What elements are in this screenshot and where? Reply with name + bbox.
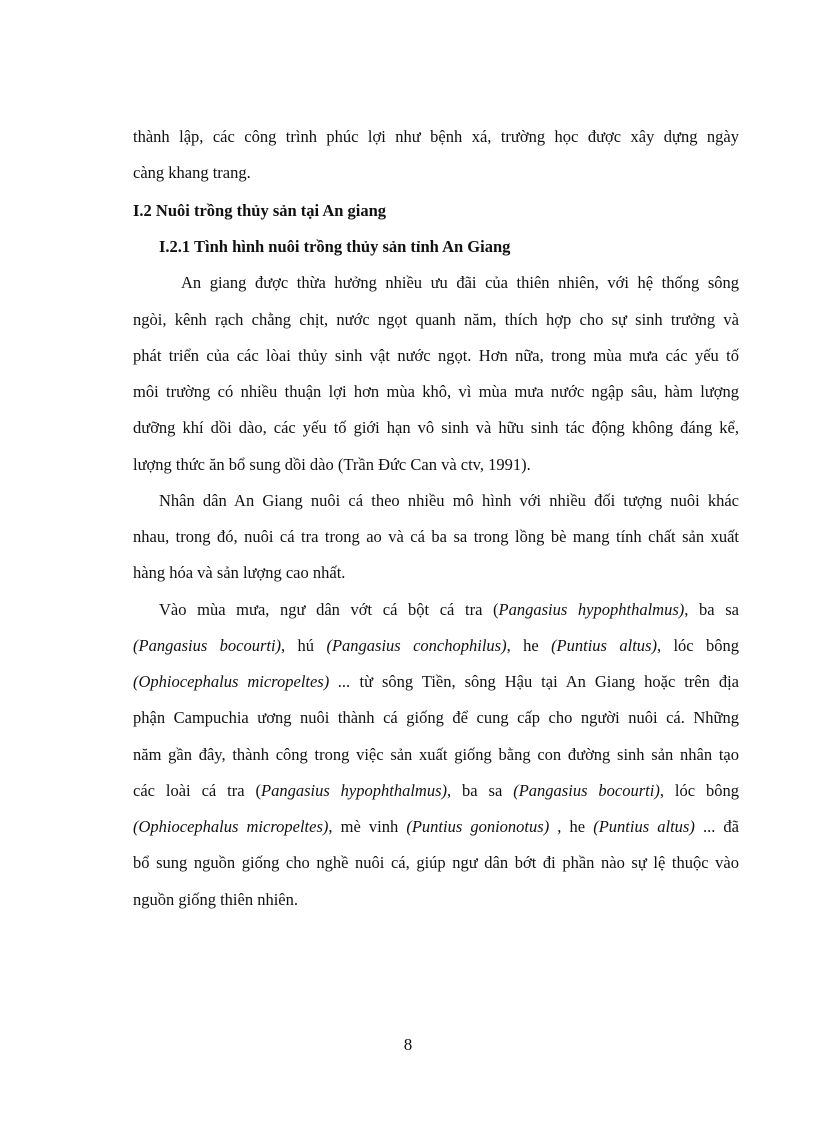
species-name: (Puntius altus) xyxy=(593,817,695,836)
text-line: An giang được thừa hưởng nhiều ưu đãi của thiên nhiên, với hệ thống sông xyxy=(181,273,739,292)
species-name: (Pangasius bocourti) xyxy=(133,636,282,655)
text-line: thành lập, các công trình phúc lợi như bệnh xá, trường học được xây dựng ngày xyxy=(133,127,739,146)
species-name: (Puntius gonionotus) xyxy=(406,817,550,836)
text-line: phận Campuchia ương nuôi thành cá giống để cung cấp cho người nuôi cá. Những xyxy=(133,708,739,727)
text-line: càng khang trang. xyxy=(133,163,251,182)
text-line: (Ophiocephalus micropeltes), mè vinh (Puntius gonionotus) , he (Puntius altus) ... đã xyxy=(133,817,739,836)
text-line: (Pangasius bocourti), hú (Pangasius conchophilus), he (Puntius altus), lóc bông xyxy=(133,636,740,655)
text-line: năm gần đây, thành công trong việc sản xuất giống bằng con đường sinh sản nhân tạo xyxy=(133,745,739,764)
text-line: môi trường có nhiều thuận lợi hơn mùa khô, vì mùa mưa nước ngập sâu, hàm lượng xyxy=(133,382,739,401)
text-line: (Ophiocephalus micropeltes) ... từ sông Tiền, sông Hậu tại An Giang hoặc trên địa xyxy=(133,672,739,691)
species-name: Pangasius hypophthalmus) xyxy=(498,600,685,619)
species-name: (Ophiocephalus micropeltes) xyxy=(133,817,329,836)
text-line: nguồn giống thiên nhiên. xyxy=(133,890,298,909)
species-name: (Pangasius conchophilus) xyxy=(326,636,507,655)
text-line: phát triển của các lòai thủy sinh vật nước ngọt. Hơn nữa, trong mùa mưa các yếu tố xyxy=(133,346,739,365)
text-line: nhau, trong đó, nuôi cá tra trong ao và cá ba sa trong lồng bè mang tính chất sản xuất xyxy=(133,527,739,546)
subsection-heading: I.2.1 Tình hình nuôi trồng thủy sản tỉnh An Giang xyxy=(159,237,511,256)
text-line: Vào mùa mưa, ngư dân vớt cá bột cá tra (Pangasius hypophthalmus), ba sa xyxy=(159,600,739,619)
text-line: ngòi, kênh rạch chằng chịt, nước ngọt quanh năm, thích hợp cho sự sinh trưởng và xyxy=(133,310,739,329)
page-number: 8 xyxy=(403,1035,413,1054)
text-line: Nhân dân An Giang nuôi cá theo nhiều mô hình với nhiều đối tượng nuôi khác xyxy=(159,491,739,510)
species-name: (Pangasius bocourti) xyxy=(513,781,660,800)
species-name: (Ophiocephalus micropeltes) ... xyxy=(133,672,351,691)
species-name: Pangasius hypophthalmus) xyxy=(260,781,447,800)
text-line: hàng hóa và sản lượng cao nhất. xyxy=(133,563,346,582)
text-line: bổ sung nguồn giống cho nghề nuôi cá, giúp ngư dân bớt đi phần nào sự lệ thuộc vào xyxy=(133,853,739,872)
text-line: lượng thức ăn bổ sung dồi dào (Trần Đức Can và ctv, 1991). xyxy=(133,455,531,474)
text-line: dưỡng khí dồi dào, các yếu tố giới hạn vô sinh và hữu sinh tác động không đáng kể, xyxy=(133,418,739,437)
species-name: (Puntius altus) xyxy=(551,636,657,655)
section-heading: I.2 Nuôi trồng thủy sản tại An giang xyxy=(133,201,387,220)
text-line: các loài cá tra (Pangasius hypophthalmus), ba sa (Pangasius bocourti), lóc bông xyxy=(133,781,739,800)
